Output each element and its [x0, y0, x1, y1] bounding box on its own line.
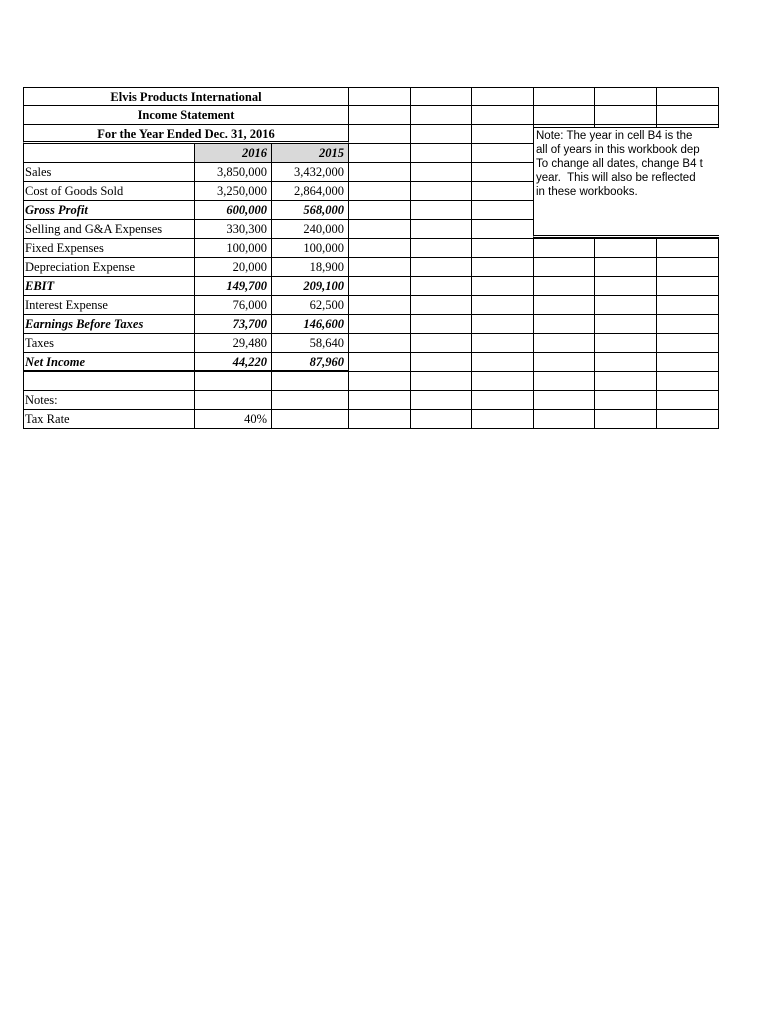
notes-label[interactable]: Notes:	[23, 391, 195, 410]
blank-cell[interactable]	[349, 315, 411, 334]
value-2015[interactable]: 87,960	[272, 353, 349, 372]
value-2016[interactable]: 44,220	[195, 353, 272, 372]
blank-cell[interactable]	[657, 258, 719, 277]
blank-cell[interactable]	[595, 239, 657, 258]
blank-cell[interactable]	[349, 125, 411, 144]
value-2016[interactable]: 73,700	[195, 315, 272, 334]
blank-cell[interactable]	[411, 258, 472, 277]
value-2015[interactable]: 240,000	[272, 220, 349, 239]
blank-cell[interactable]	[411, 87, 472, 106]
value-2015[interactable]: 58,640	[272, 334, 349, 353]
blank-cell[interactable]	[349, 410, 411, 429]
blank-cell[interactable]	[595, 106, 657, 125]
value-2015[interactable]: 2,864,000	[272, 182, 349, 201]
value-2016[interactable]: 29,480	[195, 334, 272, 353]
blank-cell[interactable]	[349, 182, 411, 201]
blank-cell[interactable]	[534, 353, 595, 372]
value-2015[interactable]: 568,000	[272, 201, 349, 220]
blank-cell[interactable]	[411, 391, 472, 410]
value-2015[interactable]: 3,432,000	[272, 163, 349, 182]
blank-cell[interactable]	[349, 258, 411, 277]
blank-cell[interactable]	[595, 391, 657, 410]
blank-cell[interactable]	[534, 106, 595, 125]
value-2015[interactable]: 100,000	[272, 239, 349, 258]
blank-cell[interactable]	[411, 201, 472, 220]
blank-cell[interactable]	[657, 277, 719, 296]
blank-cell[interactable]	[195, 391, 272, 410]
blank-cell[interactable]	[657, 239, 719, 258]
note-text: Note: The year in cell B4 is the all of years in this workbook dep To change all dates, change B4 t year. This will also be reflected in these workbooks.	[536, 130, 703, 198]
blank-cell[interactable]	[472, 258, 534, 277]
blank-cell[interactable]	[657, 391, 719, 410]
blank-cell[interactable]	[23, 372, 195, 391]
blank-cell[interactable]	[534, 296, 595, 315]
tax-rate-label[interactable]: Tax Rate	[23, 410, 195, 429]
blank-cell[interactable]	[411, 315, 472, 334]
value-2016[interactable]: 149,700	[195, 277, 272, 296]
blank-cell[interactable]	[657, 334, 719, 353]
blank-cell[interactable]	[472, 201, 534, 220]
blank-cell[interactable]	[472, 163, 534, 182]
blank-cell[interactable]	[349, 87, 411, 106]
blank-cell[interactable]	[349, 163, 411, 182]
blank-cell[interactable]	[657, 87, 719, 106]
blank-cell[interactable]	[595, 334, 657, 353]
row-label[interactable]: Depreciation Expense	[23, 258, 195, 277]
year-header-2015[interactable]: 2015	[272, 144, 349, 163]
blank-cell[interactable]	[411, 277, 472, 296]
row-label[interactable]: Cost of Goods Sold	[23, 182, 195, 201]
row-label[interactable]: Sales	[23, 163, 195, 182]
blank-cell[interactable]	[472, 144, 534, 163]
tax-rate-value[interactable]: 40%	[195, 410, 272, 429]
blank-cell[interactable]	[534, 372, 595, 391]
blank-cell[interactable]	[595, 296, 657, 315]
blank-cell[interactable]	[411, 334, 472, 353]
row-label[interactable]: EBIT	[23, 277, 195, 296]
blank-cell[interactable]	[595, 353, 657, 372]
value-2015[interactable]: 209,100	[272, 277, 349, 296]
value-2016[interactable]: 330,300	[195, 220, 272, 239]
blank-cell[interactable]	[657, 353, 719, 372]
blank-cell[interactable]	[595, 258, 657, 277]
blank-cell[interactable]	[272, 410, 349, 429]
blank-cell[interactable]	[411, 220, 472, 239]
blank-cell[interactable]	[595, 87, 657, 106]
blank-cell[interactable]	[272, 372, 349, 391]
blank-cell[interactable]	[411, 239, 472, 258]
value-2016[interactable]: 600,000	[195, 201, 272, 220]
blank-cell[interactable]	[349, 144, 411, 163]
company-name[interactable]: Elvis Products International	[23, 87, 349, 106]
blank-cell[interactable]	[349, 106, 411, 125]
blank-cell[interactable]	[657, 315, 719, 334]
value-2015[interactable]: 62,500	[272, 296, 349, 315]
value-2015[interactable]: 18,900	[272, 258, 349, 277]
blank-cell[interactable]	[349, 239, 411, 258]
value-2016[interactable]: 20,000	[195, 258, 272, 277]
blank-cell[interactable]	[472, 315, 534, 334]
blank-cell[interactable]	[472, 87, 534, 106]
blank-cell[interactable]	[472, 410, 534, 429]
row-label[interactable]: Taxes	[23, 334, 195, 353]
blank-cell[interactable]	[657, 410, 719, 429]
blank-cell[interactable]	[472, 372, 534, 391]
blank-cell[interactable]	[472, 277, 534, 296]
row-label[interactable]: Fixed Expenses	[23, 239, 195, 258]
blank-cell[interactable]	[349, 296, 411, 315]
blank-cell[interactable]	[534, 391, 595, 410]
row-label[interactable]: Gross Profit	[23, 201, 195, 220]
blank-cell[interactable]	[411, 296, 472, 315]
blank-cell[interactable]	[411, 182, 472, 201]
blank-cell[interactable]	[657, 106, 719, 125]
blank-cell[interactable]	[472, 334, 534, 353]
blank-cell[interactable]	[349, 277, 411, 296]
blank-cell[interactable]	[411, 410, 472, 429]
blank-cell[interactable]	[349, 391, 411, 410]
row-label[interactable]: Earnings Before Taxes	[23, 315, 195, 334]
blank-cell[interactable]	[595, 372, 657, 391]
value-2015[interactable]: 146,600	[272, 315, 349, 334]
value-2016[interactable]: 100,000	[195, 239, 272, 258]
blank-cell[interactable]	[472, 391, 534, 410]
blank-cell[interactable]	[472, 106, 534, 125]
blank-cell[interactable]	[534, 277, 595, 296]
blank-cell[interactable]	[595, 410, 657, 429]
blank-cell[interactable]	[411, 163, 472, 182]
blank-cell[interactable]	[349, 334, 411, 353]
blank-cell[interactable]	[595, 277, 657, 296]
row-label[interactable]: Net Income	[23, 353, 195, 372]
value-2016[interactable]: 3,250,000	[195, 182, 272, 201]
blank-cell[interactable]	[472, 353, 534, 372]
note-comment-box	[533, 127, 719, 238]
statement-title[interactable]: Income Statement	[23, 106, 349, 125]
blank-cell[interactable]	[534, 334, 595, 353]
blank-cell[interactable]	[349, 201, 411, 220]
statement-period[interactable]: For the Year Ended Dec. 31, 2016	[23, 125, 349, 144]
value-2016[interactable]: 76,000	[195, 296, 272, 315]
blank-cell[interactable]	[411, 106, 472, 125]
blank-cell[interactable]	[534, 410, 595, 429]
blank-cell[interactable]	[411, 353, 472, 372]
row-label[interactable]: Interest Expense	[23, 296, 195, 315]
value-2016[interactable]: 3,850,000	[195, 163, 272, 182]
year-header-blank[interactable]	[23, 144, 195, 163]
blank-cell[interactable]	[272, 391, 349, 410]
blank-cell[interactable]	[349, 353, 411, 372]
blank-cell[interactable]	[472, 296, 534, 315]
blank-cell[interactable]	[472, 182, 534, 201]
blank-cell[interactable]	[657, 296, 719, 315]
blank-cell[interactable]	[411, 372, 472, 391]
blank-cell[interactable]	[534, 258, 595, 277]
row-label[interactable]: Selling and G&A Expenses	[23, 220, 195, 239]
blank-cell[interactable]	[349, 372, 411, 391]
blank-cell[interactable]	[472, 220, 534, 239]
blank-cell[interactable]	[411, 144, 472, 163]
blank-cell[interactable]	[472, 239, 534, 258]
blank-cell[interactable]	[657, 372, 719, 391]
blank-cell[interactable]	[195, 372, 272, 391]
blank-cell[interactable]	[534, 87, 595, 106]
blank-cell[interactable]	[349, 220, 411, 239]
blank-cell[interactable]	[534, 239, 595, 258]
year-header-2016[interactable]: 2016	[195, 144, 272, 163]
blank-cell[interactable]	[534, 315, 595, 334]
blank-cell[interactable]	[595, 315, 657, 334]
blank-cell[interactable]	[411, 125, 472, 144]
blank-cell[interactable]	[472, 125, 534, 144]
